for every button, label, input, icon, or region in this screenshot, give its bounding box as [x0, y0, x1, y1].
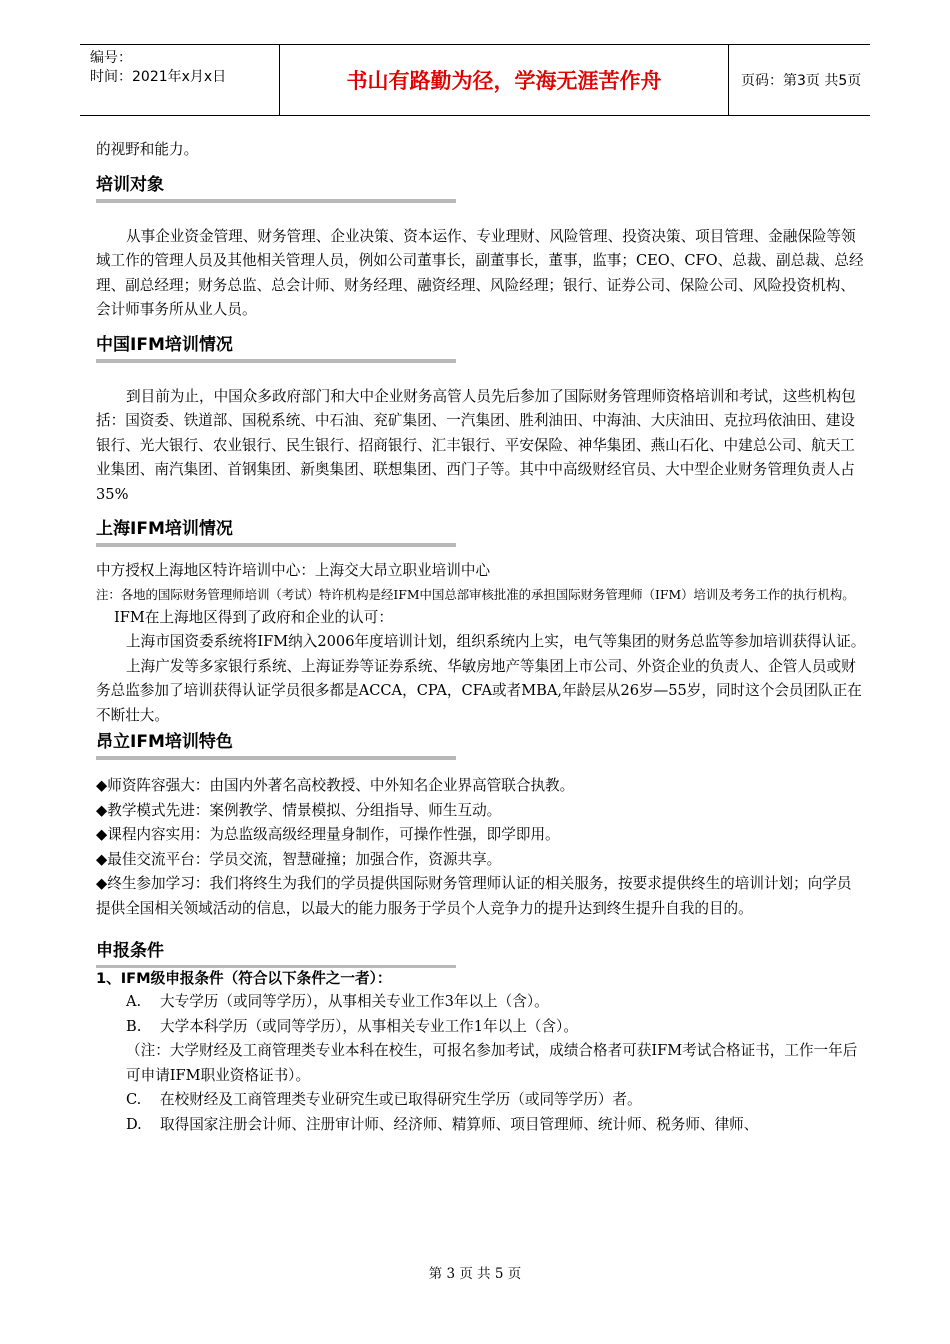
feature-item-text: 终生参加学习：我们将终生为我们的学员提供国际财务管理师认证的相关服务，按要求提供终生的培训计划；向学员提供全国相关领域活动的信息，以最大的能力服务于学员个人竞争力的提升达到终生提升自我的目的。 [96, 875, 852, 917]
diamond-bullet-icon: ◆ [96, 875, 108, 892]
feature-item [96, 774, 866, 799]
feature-item-text: 教学模式先进：案例教学、情景模拟、分组指导、师生互动。 [107, 801, 502, 819]
diamond-bullet-icon: ◆ [96, 777, 108, 794]
diamond-bullet-icon: ◆ [96, 801, 108, 819]
requirement-c [96, 1088, 866, 1113]
section-title-requirements: 申报条件 [96, 939, 456, 968]
requirements-subtitle: 1、IFM级申报条件（符合以下条件之一者）： [96, 970, 392, 987]
requirement-a [96, 990, 866, 1015]
diamond-bullet-icon: ◆ [96, 826, 108, 843]
shanghai-note: 注：各地的国际财务管理师培训（考试）特许机构是经IFM中国总部审核批准的承担国际财务管理师（IFM）培训及考务工作的执行机构。 [96, 586, 855, 602]
shanghai-para-1: 上海市国资委系统将IFM纳入2006年度培训计划，组织系统内上实，电气等集团的财务总监等参加培训获得认证。 [126, 633, 866, 650]
shanghai-para-2: 上海广发等多家银行系统、上海证券等证券系统、华敏房地产等集团上市公司、外资企业的负责人、企管人员或财务总监参加了培训获得认证学员很多都是ACCA，CPA，CFA或者MBA,年龄层从26岁—55岁，同时这个会员团队正在不断壮大。 [96, 657, 862, 724]
header-page-number: 页码：第3页 共5页 [741, 73, 862, 89]
feature-item [96, 848, 866, 873]
section-title-features: 昂立IFM培训特色 [96, 730, 456, 760]
requirement-a-text: 大专学历（或同等学历），从事相关专业工作3年以上（含）。 [160, 993, 549, 1010]
requirement-a-key: A. [126, 993, 142, 1010]
document-body [96, 138, 866, 1137]
intro-tail: 的视野和能力。 [96, 141, 199, 158]
requirement-b [96, 1015, 866, 1040]
feature-item [96, 823, 866, 848]
china-paragraph: 到目前为止，中国众多政府部门和大中企业财务高管人员先后参加了国际财务管理师资格培训和考试，这些机构包括：国资委、铁道部、国税系统、中石油、兖矿集团、一汽集团、胜利油田、中海油、大庆油田、克拉玛依油田、建设银行、光大银行、农业银行、民生银行、招商银行、汇丰银行、平安保险、神华集团、燕山石化、中建总公司、航天工业集团、南汽集团、首钢集团、新奥集团、联想集团、西门子等。其中中高级财经官员、大中型企业财务管理负责人占35% [96, 387, 856, 503]
requirement-d-text: 取得国家注册会计师、注册审计师、经济师、精算师、项目管理师、统计师、税务师、律师、 [160, 1115, 759, 1133]
header-number: 编号： [90, 50, 132, 66]
requirement-d [96, 1113, 866, 1138]
feature-item-text: 课程内容实用：为总监级高级经理量身制作，可操作性强，即学即用。 [107, 826, 560, 843]
section-title-target: 培训对象 [96, 173, 456, 203]
requirement-c-text: 在校财经及工商管理类专业研究生或已取得研究生学历（或同等学历）者。 [160, 1091, 642, 1108]
feature-item-text: 最佳交流平台：学员交流，智慧碰撞；加强合作，资源共享。 [107, 850, 502, 868]
target-paragraph: 从事企业资金管理、财务管理、企业决策、资本运作、专业理财、风险管理、投资决策、项目管理、金融保险等领域工作的管理人员及其他相关管理人员，例如公司董事长，副董事长，董事，监事；CEO、CFO、总裁、副总裁、总经理、副总经理；财务总监、总会计师、财务经理、融资经理、风险经理；银行、证券公司、保险公司、风险投资机构、会计师事务所从业人员。 [96, 227, 864, 318]
section-title-shanghai: 上海IFM培训情况 [96, 517, 456, 547]
header-meta [80, 45, 280, 115]
requirement-b-key: B. [126, 1017, 142, 1035]
page-footer: 第 3 页 共 5 页 [428, 1266, 522, 1282]
feature-item [96, 799, 866, 824]
header-date: 时间：2021年x月x日 [90, 69, 227, 85]
feature-item [96, 872, 866, 921]
feature-list [96, 774, 866, 921]
requirement-note: （注：大学财经及工商管理类专业本科在校生，可报名参加考试，成绩合格者可获IFM考试合格证书，工作一年后可申请IFM职业资格证书）。 [126, 1042, 858, 1084]
shanghai-recognition: IFM在上海地区得到了政府和企业的认可： [114, 608, 393, 626]
requirement-d-key: D. [126, 1115, 142, 1133]
header-motto: 书山有路勤为径，学海无涯苦作舟 [280, 45, 729, 115]
diamond-bullet-icon: ◆ [96, 850, 108, 868]
feature-item-text: 师资阵容强大：由国内外著名高校教授、中外知名企业界高管联合执教。 [107, 777, 575, 794]
section-title-china: 中国IFM培训情况 [96, 333, 456, 363]
requirement-c-key: C. [126, 1091, 142, 1108]
requirement-b-text: 大学本科学历（或同等学历），从事相关专业工作1年以上（含）。 [160, 1017, 578, 1035]
shanghai-center: 中方授权上海地区特许培训中心：上海交大昂立职业培训中心 [96, 562, 491, 579]
page-header [80, 44, 870, 116]
